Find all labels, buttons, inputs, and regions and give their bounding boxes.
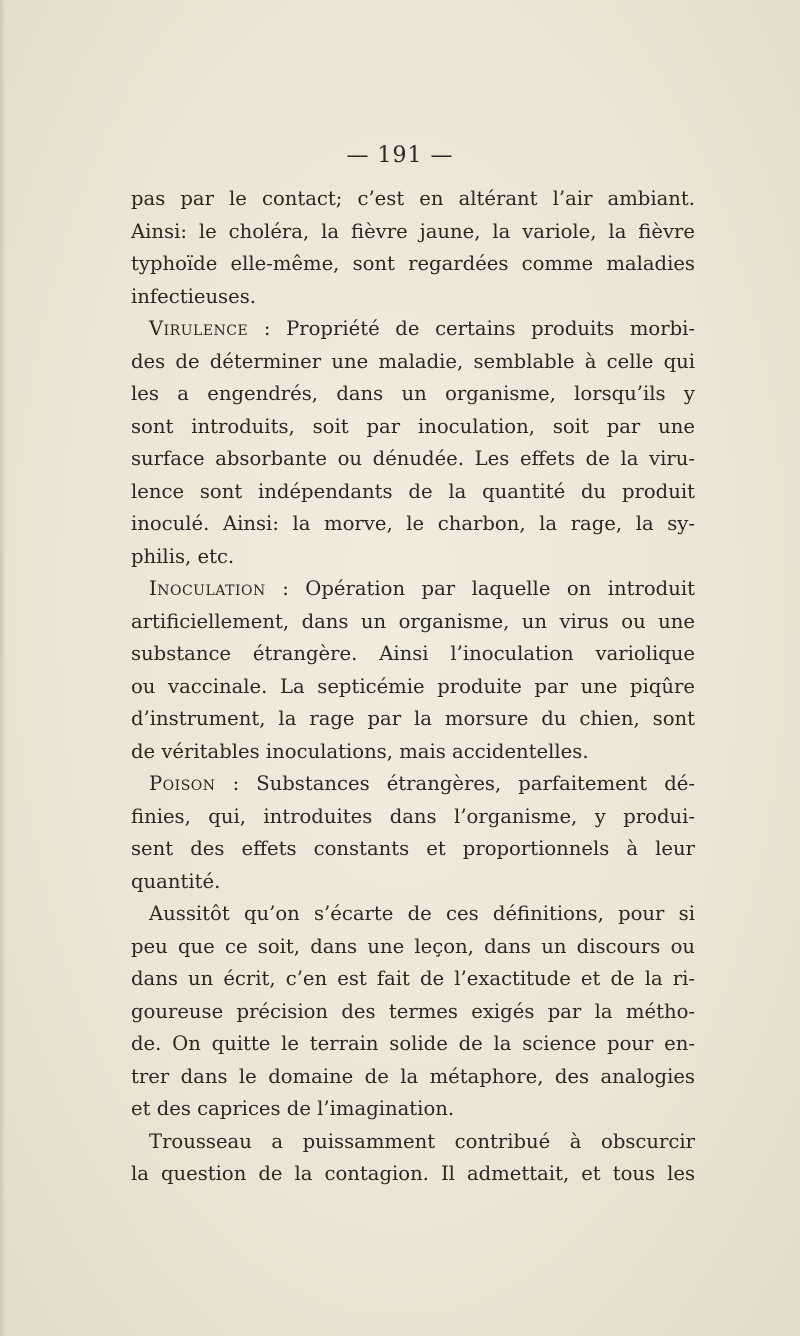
line-text: finies, qui, introduites dans l’organisme, y produi- (131, 804, 695, 828)
page-number: — 191 — (346, 143, 454, 168)
body-text (131, 183, 695, 1191)
text-line (131, 1126, 695, 1159)
line-text: Trousseau a puissamment contribué à obscurcir (149, 1129, 695, 1153)
text-line (131, 248, 695, 281)
line-text: substance étrangère. Ainsi l’inoculation variolique (131, 642, 695, 665)
text-line (131, 963, 695, 996)
text-line (131, 703, 695, 736)
text-line (131, 411, 695, 444)
line-text: ou vaccinale. La septicémie produite par une piqûre (131, 674, 695, 698)
line-text: lence sont indépendants de la quantité du produit (131, 479, 695, 503)
text-line (131, 866, 695, 899)
line-text: inoculé. Ainsi: la morve, le charbon, la rage, la sy- (131, 512, 695, 535)
line-text: : Propriété de certains produits morbi- (263, 317, 695, 340)
line-text: peu que ce soit, dans une leçon, dans un discours ou (131, 934, 695, 958)
text-line (131, 931, 695, 964)
line-text: d’instrument, la rage par la morsure du chien, sont (131, 707, 695, 730)
text-line (131, 508, 695, 541)
text-line (131, 1028, 695, 1061)
text-line (131, 898, 695, 931)
line-text: sent des effets constants et proportionnels à leur (131, 837, 695, 860)
line-text: de. On quitte le terrain solide de la science pour en- (131, 1032, 695, 1055)
text-line (131, 606, 695, 639)
text-line (131, 378, 695, 411)
line-text: la question de la contagion. Il admettait, et tous les (131, 1162, 695, 1185)
text-line (131, 833, 695, 866)
line-text: surface absorbante ou dénudée. Les effets de la viru- (131, 447, 695, 470)
line-text: infectieuses. (131, 284, 256, 308)
defined-term: Virulence (149, 317, 249, 340)
line-text: goureuse précision des termes exigés par la métho- (131, 999, 695, 1023)
text-line (131, 313, 695, 346)
text-line (131, 573, 695, 606)
text-line (131, 443, 695, 476)
text-line (131, 281, 695, 314)
defined-term: Inoculation (149, 577, 266, 600)
page-spine-shadow (0, 0, 6, 1336)
text-line (131, 638, 695, 671)
line-text: sont introduits, soit par inoculation, soit par une (131, 414, 695, 438)
line-text: : Opération par laquelle on introduit (282, 577, 695, 600)
line-text: et des caprices de l’imagination. (131, 1097, 455, 1120)
text-line (131, 476, 695, 509)
text-line (131, 1061, 695, 1094)
line-text: les a engendrés, dans un organisme, lorsqu’ils y (131, 382, 695, 405)
line-text: de véritables inoculations, mais accidentelles. (131, 739, 589, 763)
line-text: pas par le contact; c’est en altérant l’air ambiant. (131, 187, 695, 210)
text-line (131, 216, 695, 249)
text-line (131, 1158, 695, 1191)
text-line (131, 996, 695, 1029)
text-line (131, 736, 695, 769)
text-line (131, 346, 695, 379)
defined-term: Poison (149, 772, 216, 795)
line-text: trer dans le domaine de la métaphore, des analogies (131, 1064, 695, 1088)
line-text: quantité. (131, 869, 221, 893)
text-line (131, 768, 695, 801)
text-line (131, 801, 695, 834)
line-text: Ainsi: le choléra, la fièvre jaune, la variole, la fièvre (131, 219, 695, 243)
text-line (131, 671, 695, 704)
line-text: des de déterminer une maladie, semblable à celle qui (131, 349, 695, 373)
line-text: dans un écrit, c’en est fait de l’exactitude et de la ri- (131, 967, 695, 990)
line-text: philis, etc. (131, 544, 235, 568)
text-line (131, 183, 695, 216)
text-line (131, 1093, 695, 1126)
line-text: artificiellement, dans un organisme, un virus ou une (131, 609, 695, 633)
line-text: : Substances étrangères, parfaitement dé- (232, 772, 695, 795)
line-text: typhoïde elle-même, sont regardées comme maladies (131, 252, 695, 275)
line-text: Aussitôt qu’on s’écarte de ces définitions, pour si (149, 902, 695, 925)
text-line (131, 541, 695, 574)
